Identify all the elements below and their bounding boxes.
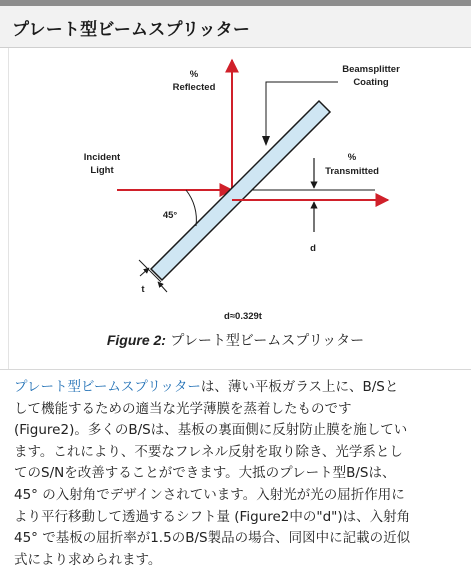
beamsplitter-coating-label-1: Beamsplitter	[342, 64, 400, 75]
figure-caption	[0, 330, 471, 350]
article-line: 式により求められます。	[14, 551, 162, 568]
figure-caption-text: プレート型ビームスプリッター	[165, 333, 365, 349]
thickness-tick-1	[139, 260, 150, 271]
reflected-percent-label: %	[189, 69, 199, 80]
article-line: 45° で基板の屈折率が1.5のB/S製品の場合、同図中に記載の近似	[14, 530, 411, 547]
figure-caption-prefix: Figure 2:	[106, 332, 166, 348]
article-line: 45° の入射角でデザインされています。入射光が光の屈折作用に	[14, 486, 405, 503]
thickness-arrow-2	[158, 282, 167, 292]
thickness-arrow-1	[140, 268, 149, 276]
reflected-label: Reflected	[172, 82, 216, 93]
article-line: てのS/Nを改善することができます。大抵のプレート型B/Sは、	[14, 465, 396, 482]
incident-label-1: Incident	[83, 152, 121, 163]
beamsplitter-diagram	[0, 48, 471, 370]
article-line: プレート型ビームスプリッターは、薄い平板ガラス上に、B/Sと	[14, 379, 399, 395]
article-line: ます。これにより、不要なフレネル反射を取り除き、光学系とし	[14, 443, 403, 460]
article-body	[14, 377, 471, 571]
formula-label: d≈0.329t	[224, 311, 262, 322]
beamsplitter-coating-label-2: Coating	[353, 77, 389, 88]
article-line: して機能するための適当な光学薄膜を蒸着したものです	[14, 400, 352, 417]
coating-leader-arrowhead	[262, 136, 270, 146]
angle-arc	[186, 190, 196, 226]
d-label: d	[310, 243, 316, 254]
figure-panel	[0, 48, 471, 370]
angle-label: 45°	[162, 210, 178, 221]
transmitted-label: Transmitted	[325, 166, 379, 177]
plate-beamsplitter-link[interactable]: プレート型ビームスプリッター	[14, 379, 201, 395]
article-line: (Figure2)。多くのB/Sは、基板の裏面側に反射防止膜を施してい	[14, 422, 408, 439]
article-line: より平行移動して透過するシフト量 (Figure2中の"d")は、入射角	[14, 508, 411, 525]
transmitted-percent-label: %	[347, 152, 357, 163]
incident-label-2: Light	[90, 165, 114, 176]
section-title: プレート型ビームスプリッター	[12, 20, 251, 40]
section-header	[0, 6, 471, 48]
t-label: t	[141, 284, 145, 295]
